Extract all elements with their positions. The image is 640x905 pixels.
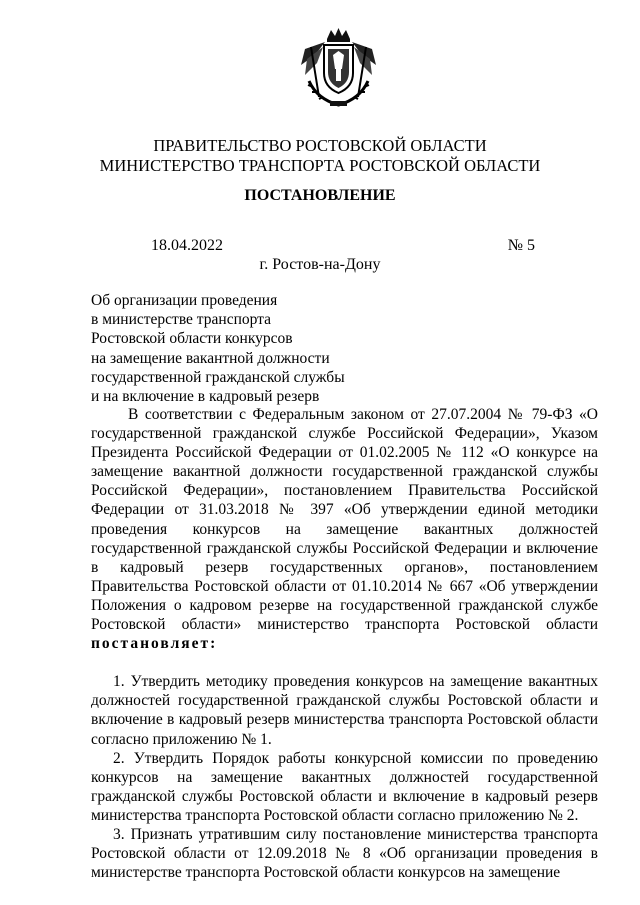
subject-line: государственной гражданской службы (91, 368, 345, 386)
document-number: № 5 (507, 237, 535, 254)
government-name: ПРАВИТЕЛЬСТВО РОСТОВСКОЙ ОБЛАСТИ (153, 136, 487, 155)
preamble-text: В соответствии с Федеральным законом от 27.07.2004 № 79-ФЗ «О государственной гражданской службе Российской Федерации», Указом Президента Российской Федерации от 01.02.2005 № 112 «О конкурсе на замещение вакантной должности государственной гражданской службы Российской Федерации», постановлением Правительства Российской Федерации от 31.03.2018 № 397 «Об утверждении единой методики проведения конкурсов на замещение вакантных должностей государственной гражданской службы Российской Федерации и включение в кадровый резерв государственных органов», постановлением Правительства Ростовской области от 01.10.2014 № 667 «Об утверждении Положения о кадровом резерве на государственной гражданской службе Ростовской области» министерство транспорта Ростовской области (91, 406, 598, 634)
document-date: 18.04.2022 (151, 237, 223, 254)
document-type: ПОСТАНОВЛЕНИЕ (244, 187, 396, 204)
decree-item-2: 2. Утвердить Порядок работы конкурсной комиссии по проведению конкурсов на замещение вакантных должностей государственной гражданской службы Ростовской области и включение в кадровый резерв министерства транспорта Ростовской области согласно приложению № 2. (91, 749, 598, 824)
decree-item-3: 3. Признать утратившим силу постановление министерства транспорта Ростовской области от 12.09.2018 № 8 «Об организации проведения в министерстве транспорта Ростовской области конкурсов на замещение (91, 825, 598, 882)
decree-item-1: 1. Утвердить методику проведения конкурсов на замещение вакантных должностей государственной гражданской службы Ростовской области и включение в кадровый резерв министерства транспорта Ростовской области согласно приложению № 1. (91, 673, 598, 748)
subject-line: Об организации проведения (91, 292, 278, 309)
document-subject (91, 291, 391, 406)
document-city: г. Ростов-на-Дону (259, 256, 381, 273)
decree-word: постановляет: (91, 635, 218, 653)
document-body (91, 405, 598, 882)
preamble-paragraph (91, 405, 598, 653)
ministry-name: МИНИСТЕРСТВО ТРАНСПОРТА РОСТОВСКОЙ ОБЛАСТИ (99, 156, 541, 175)
subject-line: в министерстве транспорта (91, 311, 272, 329)
subject-line: Ростовской области конкурсов (91, 330, 293, 348)
subject-line: и на включение в кадровый резерв (91, 388, 320, 406)
subject-line: на замещение вакантной должности (91, 349, 330, 367)
coat-of-arms-emblem (297, 25, 380, 111)
